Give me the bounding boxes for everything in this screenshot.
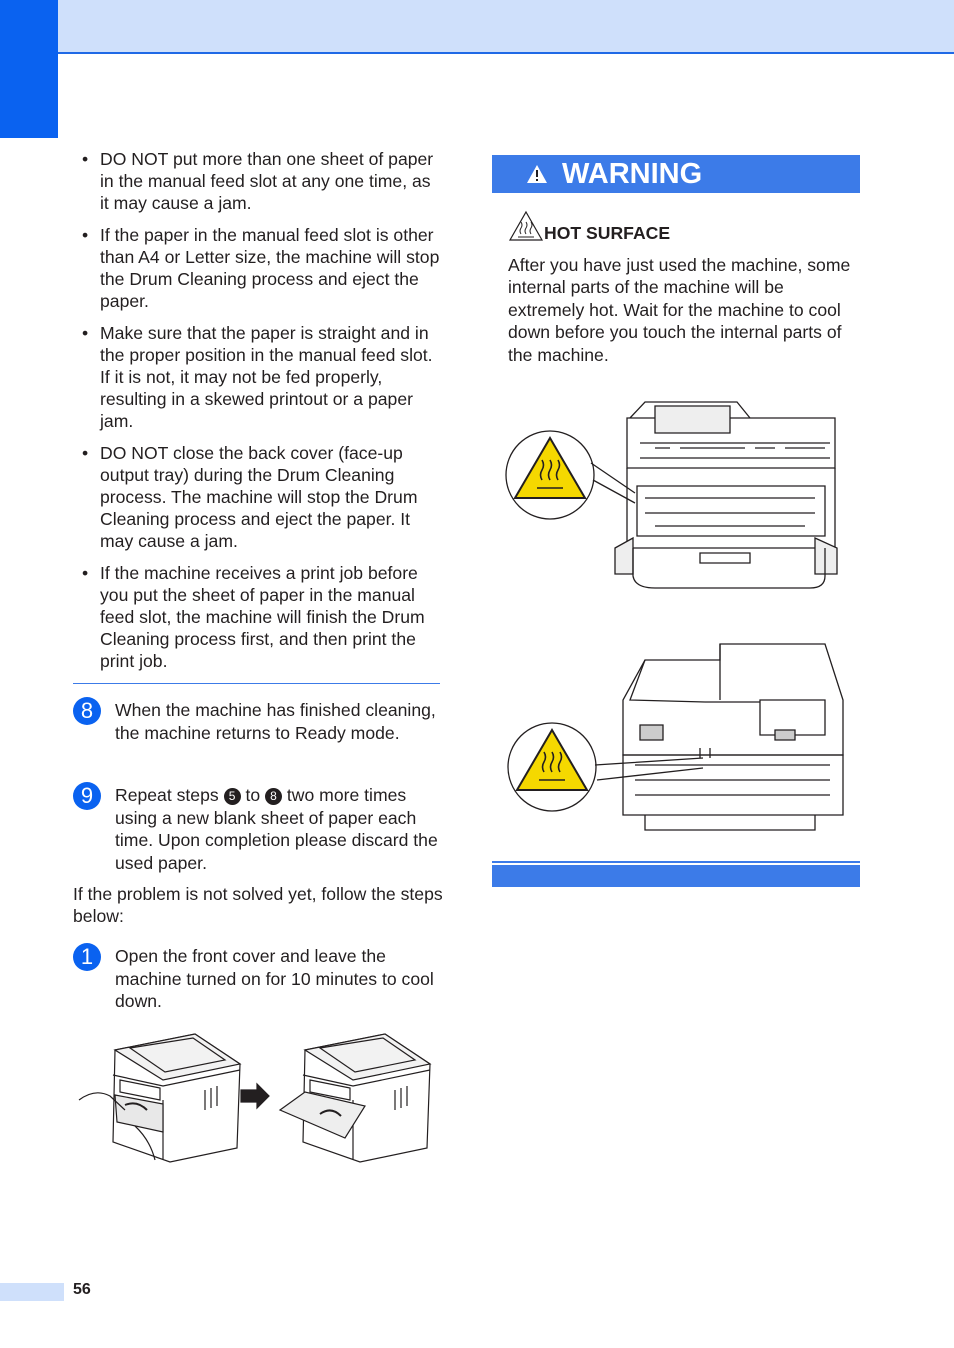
list-item: • DO NOT put more than one sheet of paper in the manual feed slot at any one time, as it may cause a jam.: [82, 149, 434, 213]
step-text: Repeat steps 5 to 8 two more times using a new blank sheet of paper each time. Upon completion please discard the used paper.: [115, 785, 438, 873]
hot-surface-heading: [508, 210, 858, 246]
step-text: When the machine has finished cleaning, the machine returns to Ready mode.: [115, 700, 436, 743]
open-front-cover-illustration: [75, 1030, 437, 1166]
list-item: • If the paper in the manual feed slot is other than A4 or Letter size, the machine will stop the Drum Cleaning process and eject the paper.: [82, 225, 440, 311]
warning-footer-bar: [492, 863, 860, 887]
step-ref: 8: [265, 788, 282, 805]
list-item: • If the machine receives a print job before you put the sheet of paper in the manual feed slot, the machine will finish the Drum Cleaning process first, and then print the print job.: [82, 563, 425, 671]
hot-surface-text: After you have just used the machine, some internal parts of the machine will be extremely hot. Wait for the machine to cool down before you touch the internal parts of the machine.: [508, 255, 851, 365]
page-number-bar: [0, 1283, 64, 1301]
header-band: [0, 0, 954, 54]
step-text: Open the front cover and leave the machine turned on for 10 minutes to cool down.: [115, 946, 434, 1011]
step-number: 1: [73, 943, 101, 971]
list-item: • Make sure that the paper is straight and in the proper position in the manual feed slot. If it is not, it may not be fed properly, resulting in a skewed printout or a paper jam.: [82, 323, 433, 431]
step-number: 9: [73, 782, 101, 810]
warning-title: WARNING: [562, 158, 703, 190]
notes-list: [82, 148, 442, 682]
step-ref: 5: [224, 788, 241, 805]
hot-area-back-illustration: [505, 640, 850, 835]
instruction-paragraph: If the problem is not solved yet, follow the steps below:: [73, 884, 443, 926]
list-item: • DO NOT close the back cover (face-up output tray) during the Drum Cleaning process. The machine will stop the Drum Cleaning process and eject the paper. It may cause a jam.: [82, 443, 418, 551]
hot-area-front-illustration: [505, 398, 845, 593]
warning-banner: [492, 155, 860, 193]
chapter-tab: [0, 0, 58, 138]
page-number: 56: [73, 1281, 91, 1298]
hot-surface-icon: [508, 210, 544, 242]
step-number: 8: [73, 697, 101, 725]
hot-surface-title: HOT SURFACE: [544, 223, 671, 243]
warning-triangle-icon: [526, 164, 548, 184]
section-divider: [73, 683, 440, 684]
